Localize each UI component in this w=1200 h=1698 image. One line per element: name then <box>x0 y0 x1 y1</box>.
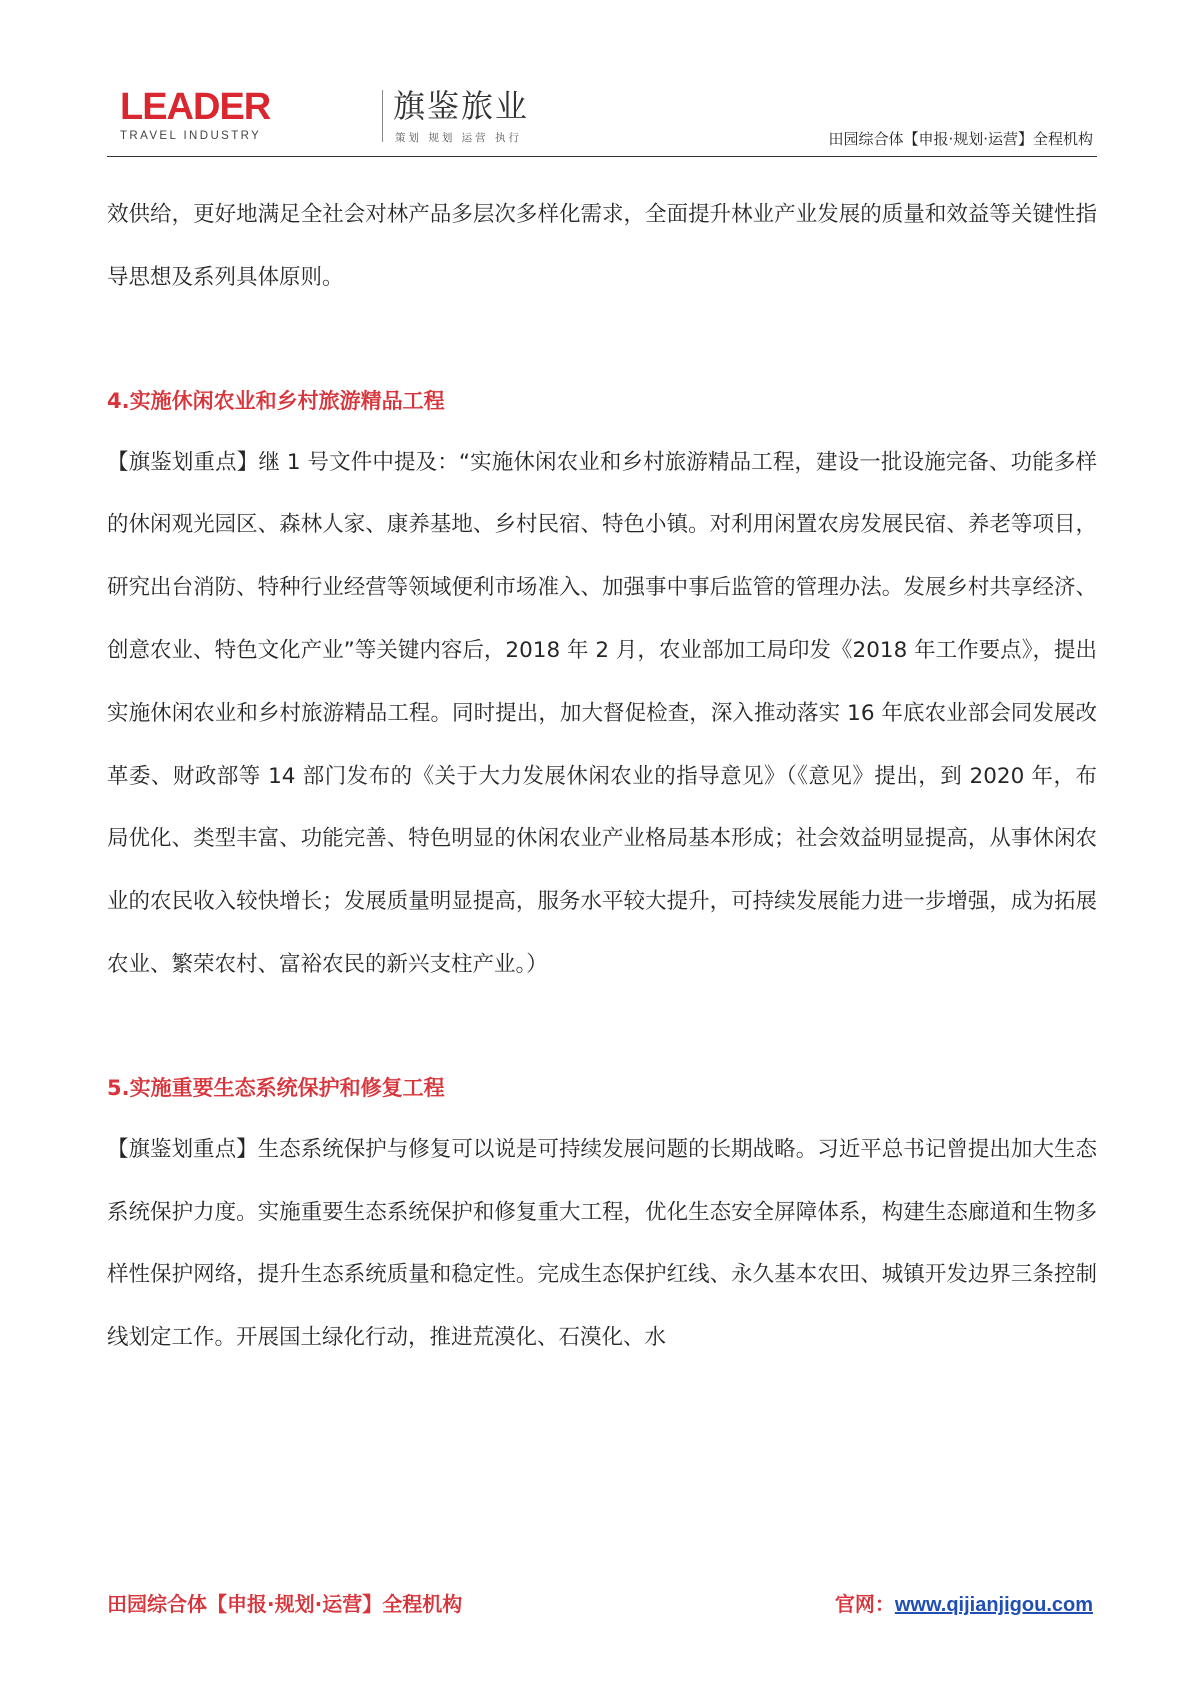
leader-logo-subtitle: TRAVEL INDUSTRY <box>120 130 262 142</box>
document-body <box>107 184 1097 1370</box>
logo-divider <box>382 90 383 142</box>
section-5-paragraph: 【旗鉴划重点】生态系统保护与修复可以说是可持续发展问题的长期战略。习近平总书记曾提出加大生态系统保护力度。实施重要生态系统保护和修复重大工程，优化生态安全屏障体系，构建生态廊道和生物多样性保护网络，提升生态系统质量和稳定性。完成生态保护红线、永久基本农田、城镇开发边界三条控制线划定工作。开展国土绿化行动，推进荒漠化、石漠化、水 <box>107 1136 1097 1351</box>
header-tagline: 田园综合体【申报·规划·运营】全程机构 <box>828 130 1093 148</box>
section-5-title: 5.实施重要生态系统保护和修复工程 <box>107 1075 445 1100</box>
footer-tagline: 田园综合体【申报·规划·运营】全程机构 <box>107 1592 463 1616</box>
brand-subtitle-cn: 策划 规划 运营 执行 <box>395 132 523 144</box>
footer-website <box>835 1588 1093 1617</box>
website-link[interactable]: www.qijianjigou.com <box>894 1594 1093 1616</box>
leader-logo-text: LEADER <box>120 86 271 128</box>
brand-name-cn: 旗鉴旅业 <box>393 87 530 125</box>
website-label: 官网： <box>834 1592 895 1616</box>
section-4-paragraph: 【旗鉴划重点】继 1 号文件中提及：“实施休闲农业和乡村旅游精品工程，建设一批设施完备、功能多样的休闲观光园区、森林人家、康养基地、乡村民宿、特色小镇。对利用闲置农房发展民宿、养老等项目，研究出台消防、特种行业经营等领域便利市场准入、加强事中事后监管的管理办法。发展乡村共享经济、创意农业、特色文化产业”等关键内容后，2018 年 2 月，农业部加工局印发《2018 年工作要点》，提出实施休闲农业和乡村旅游精品工程。同时提出，加大督促检查，深入推动落实 16 年底农业部会同发展改革委、财政部等 14 部门发布的《关于大力发展休闲农业的指导意见》（《意见》提出，到 2020 年，布局优化、类型丰富、功能完善、特色明显的休闲农业产业格局基本形成；社会效益明显提高，从事休闲农业的农民收入较快增长；发展质量明显提高，服务水平较大提升，可持续发展能力进一步增强，成为拓展农业、繁荣农村、富裕农民的新兴支柱产业。） <box>107 449 1097 977</box>
section-4-title: 4.实施休闲农业和乡村旅游精品工程 <box>107 388 445 413</box>
intro-paragraph: 效供给，更好地满足全社会对林产品多层次多样化需求，全面提升林业产业发展的质量和效益等关键性指导思想及系列具体原则。 <box>107 202 1097 290</box>
page-header <box>107 78 1097 157</box>
page-footer <box>107 1588 1097 1624</box>
